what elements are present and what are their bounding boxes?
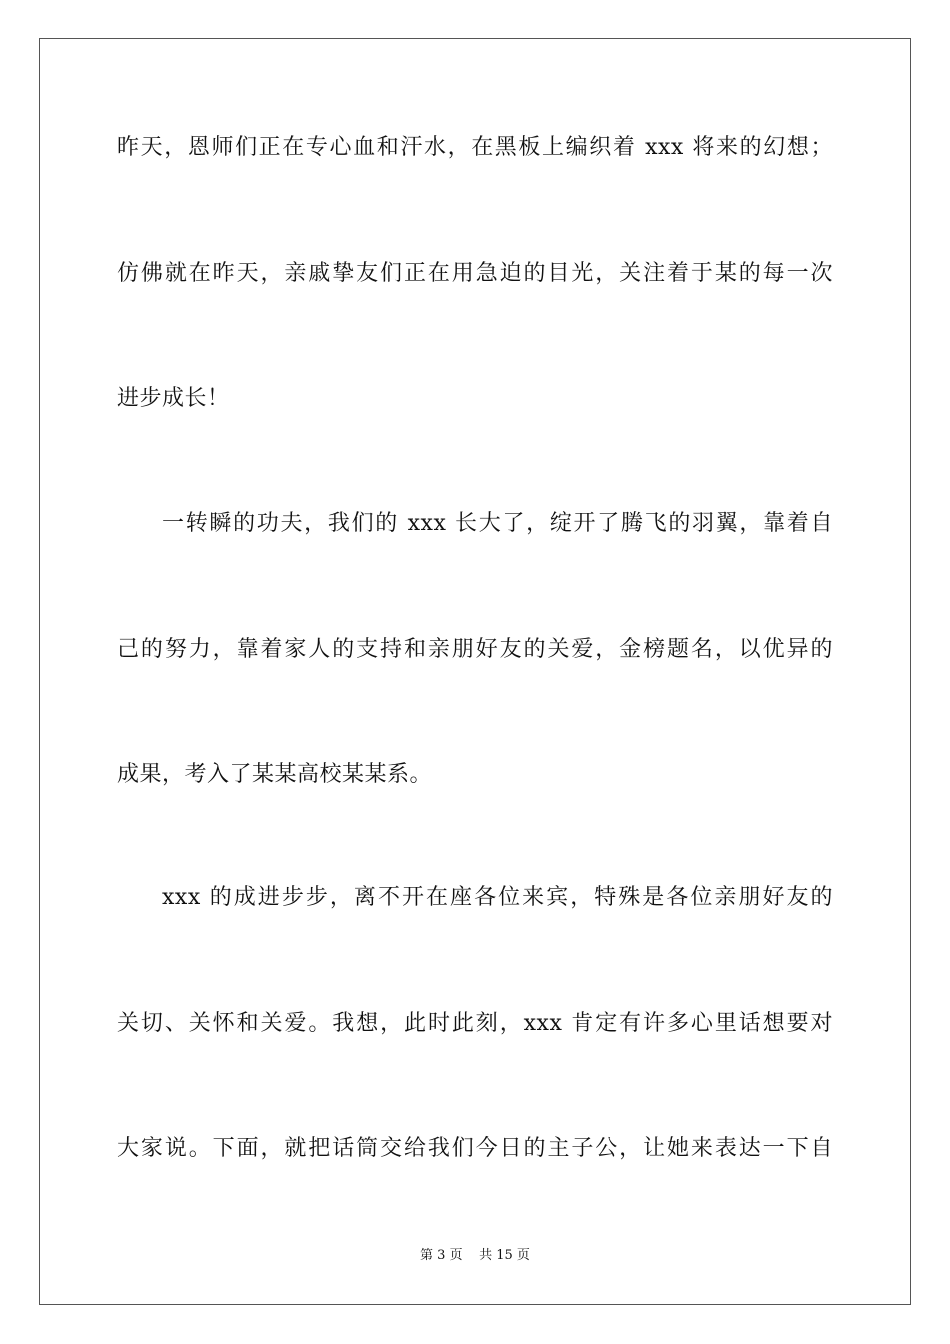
text-line: 己的努力，靠着家人的支持和亲朋好友的关爱，金榜题名，以优异的	[117, 637, 833, 662]
text-line: 大家说。下面，就把话筒交给我们今日的主子公，让她来表达一下自	[117, 1136, 833, 1161]
page-border	[39, 38, 911, 1305]
page-total: 共 15 页	[479, 1248, 530, 1263]
text-line: 昨天，恩师们正在专心血和汗水，在黑板上编织着 xxx 将来的幻想；	[117, 135, 833, 160]
page-number: 第 3 页	[420, 1248, 463, 1263]
page-footer	[0, 1247, 950, 1265]
text-line: 进步成长！	[117, 386, 230, 411]
paragraph-first-line: xxx 的成进步步，离不开在座各位来宾，特殊是各位亲朋好友的	[162, 885, 833, 910]
text-line: 仿佛就在昨天，亲戚挚友们正在用急迫的目光，关注着于某的每一次	[117, 261, 833, 286]
text-line: 成果，考入了某某高校某某系。	[117, 762, 433, 787]
text-line: 关切、关怀和关爱。我想，此时此刻，xxx 肯定有许多心里话想要对	[117, 1011, 833, 1036]
paragraph-first-line: 一转瞬的功夫，我们的 xxx 长大了，绽开了腾飞的羽翼，靠着自	[162, 511, 833, 536]
